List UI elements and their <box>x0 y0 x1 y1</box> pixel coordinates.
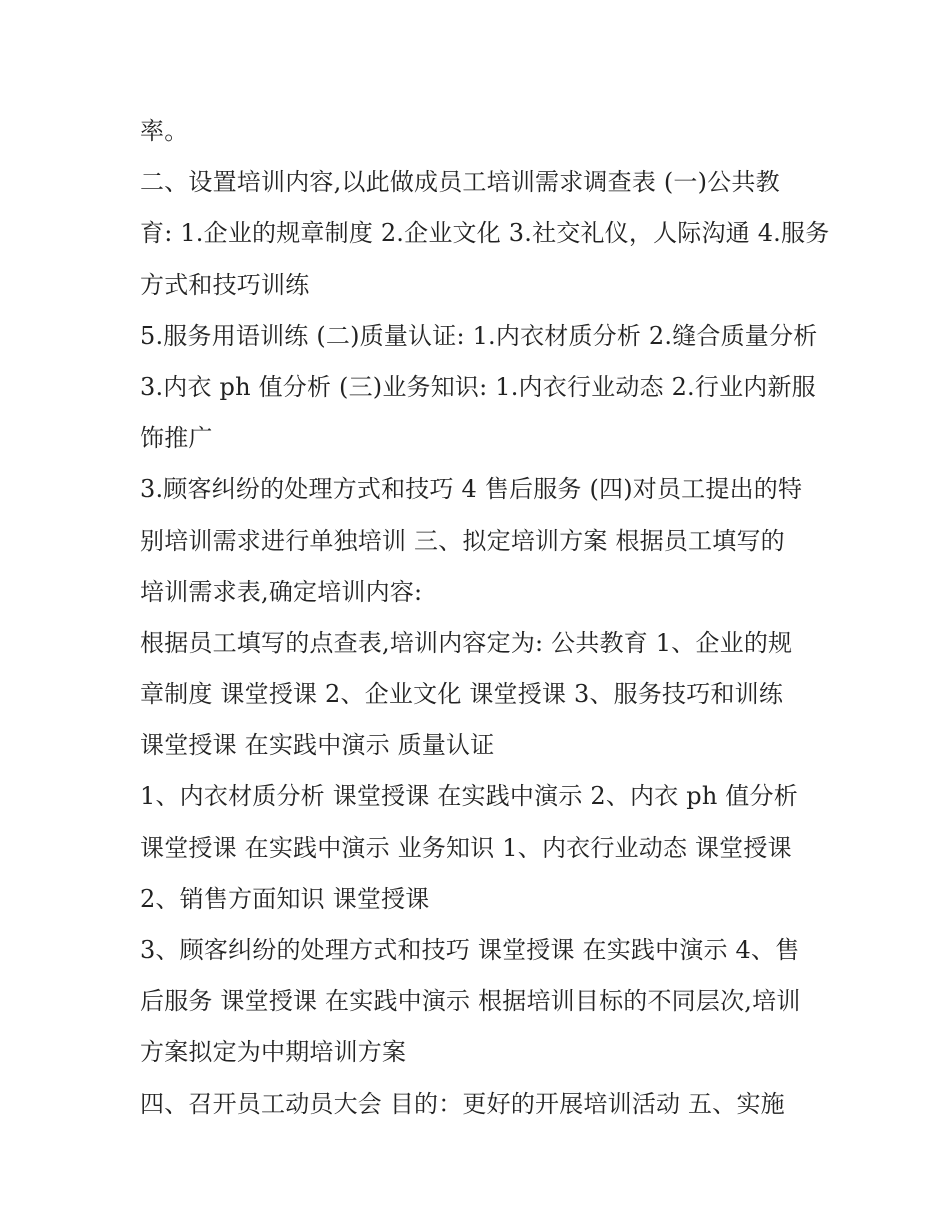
text-line-12: 章制度 课堂授课 2、企业文化 课堂授课 3、服务技巧和训练 <box>140 680 784 709</box>
text-line-5: 5.服务用语训练 (二)质量认证: 1.内衣材质分析 2.缝合质量分析 <box>140 321 818 350</box>
text-line-11: 根据员工填写的点查表,培训内容定为: 公共教育 1、企业的规 <box>140 628 793 657</box>
text-line-18: 后服务 课堂授课 在实践中演示 根据培训目标的不同层次,培训 <box>140 987 801 1016</box>
text-line-19: 方案拟定为中期培训方案 <box>140 1038 407 1067</box>
text-line-8: 3.顾客纠纷的处理方式和技巧 4 售后服务 (四)对员工提出的特 <box>140 475 803 504</box>
text-line-17: 3、顾客纠纷的处理方式和技巧 课堂授课 在实践中演示 4、售 <box>140 936 800 964</box>
text-line-10: 培训需求表,确定培训内容: <box>140 577 423 606</box>
text-line-20: 四、召开员工动员大会 目的：更好的开展培训活动 五、实施 <box>140 1089 785 1118</box>
text-line-7: 饰推广 <box>140 424 213 453</box>
text-line-15: 课堂授课 在实践中演示 业务知识 1、内衣行业动态 课堂授课 <box>140 833 792 862</box>
text-line-16: 2、销售方面知识 课堂授课 <box>140 884 430 913</box>
text-line-3: 育: 1.企业的规章制度 2.企业文化 3.社交礼仪，人际沟通 4.服务 <box>140 219 830 248</box>
text-line-9: 别培训需求进行单独培训 三、拟定培训方案 根据员工填写的 <box>140 526 785 555</box>
document-body <box>140 106 830 1130</box>
text-line-6: 3.内衣 ph 值分析 (三)业务知识: 1.内衣行业动态 2.行业内新服 <box>140 372 816 401</box>
text-line-1: 率。 <box>140 117 189 145</box>
text-line-13: 课堂授课 在实践中演示 质量认证 <box>140 731 495 760</box>
text-line-14: 1、内衣材质分析 课堂授课 在实践中演示 2、内衣 ph 值分析 <box>140 782 798 811</box>
text-line-4: 方式和技巧训练 <box>140 270 310 299</box>
text-line-2: 二、设置培训内容,以此做成员工培训需求调查表 (一)公共教 <box>140 168 780 197</box>
